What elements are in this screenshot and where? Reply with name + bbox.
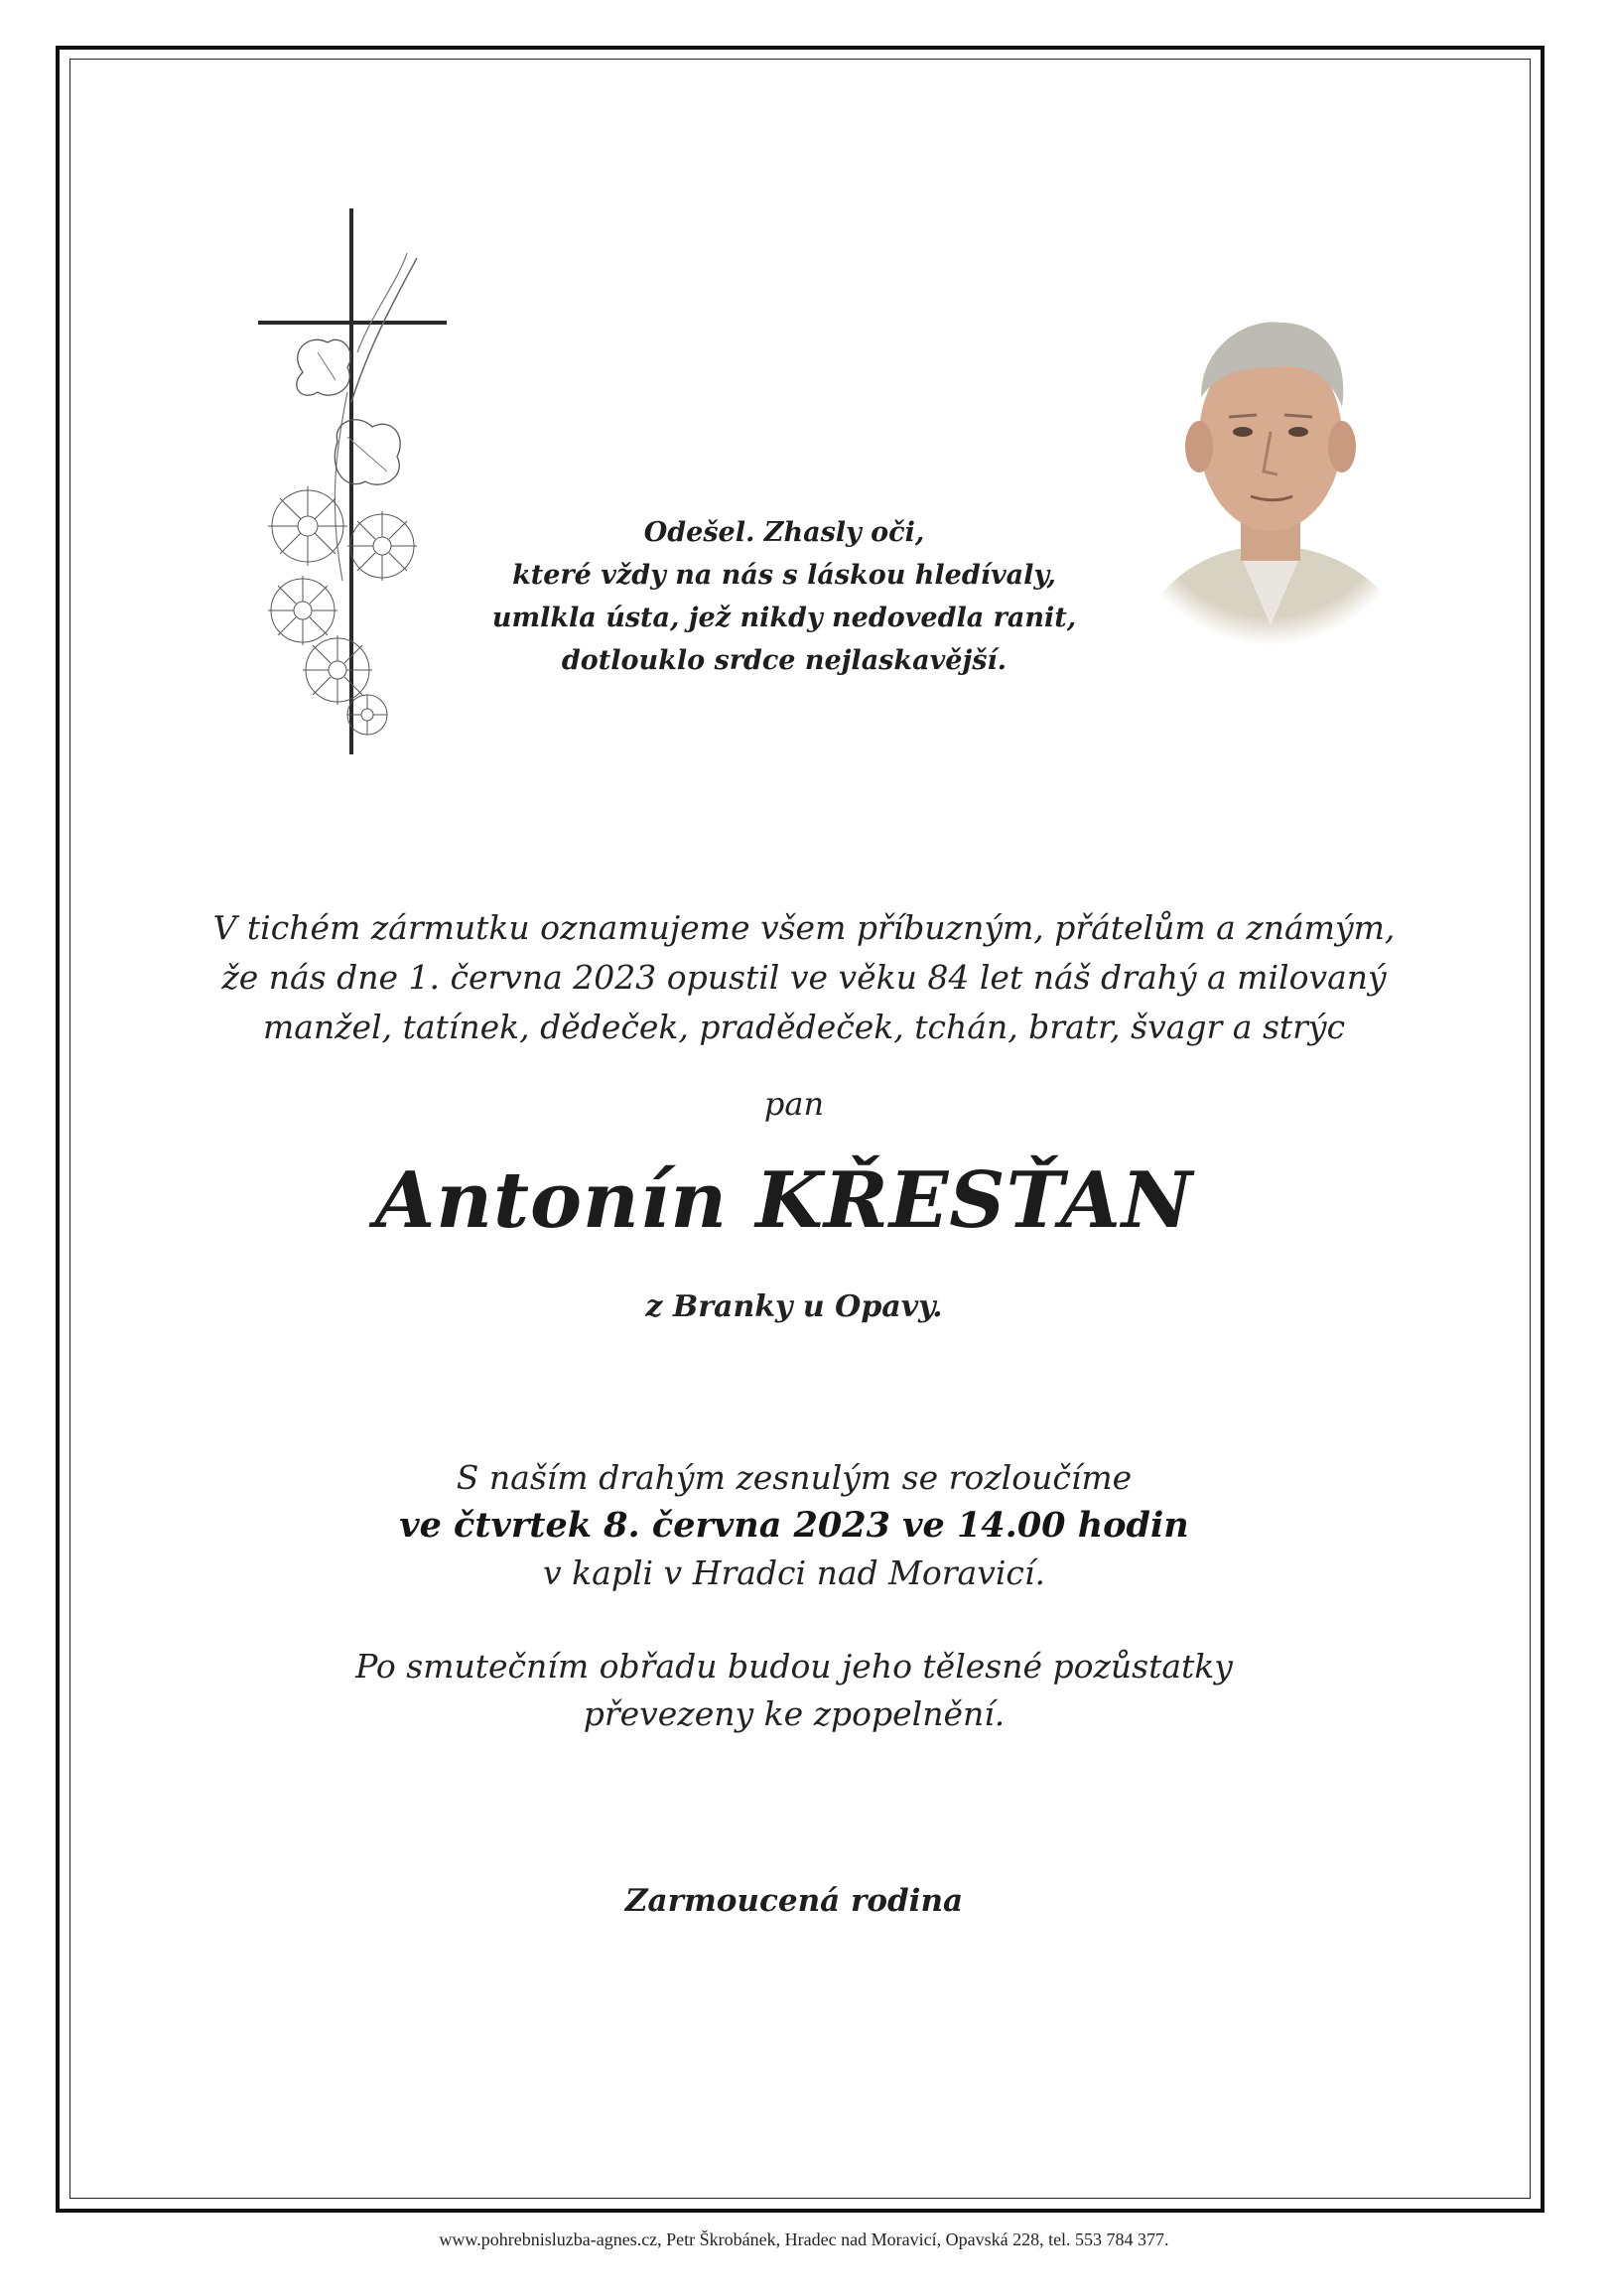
- portrait-photo: [1122, 298, 1419, 645]
- funeral-location: v kapli v Hradci nad Moravicí.: [543, 1553, 1045, 1592]
- announcement-text: [159, 903, 1449, 1052]
- announcement-line-3: manžel, tatínek, dědeček, pradědeček, tchán, bratr, švagr a strýc: [262, 1008, 1346, 1046]
- origin-place: z Branky u Opavy.: [645, 1289, 943, 1324]
- announcement-line-2: že nás dne 1. června 2023 opustil ve věku 84 let náš drahý a milovaný: [221, 958, 1387, 997]
- poem-line-3: umlkla ústa, jež nikdy nedovedla ranit,: [491, 603, 1077, 633]
- poem-line-1: Odešel. Zhasly oči,: [643, 517, 925, 548]
- cremation-note: [298, 1643, 1290, 1738]
- announcement-line-1: V tichém zármutku oznamujeme všem příbuzným, přátelům a známým,: [212, 908, 1396, 947]
- poem-line-2: které vždy na nás s láskou hledívaly,: [512, 560, 1056, 591]
- funeral-line-1: S naším drahým zesnulým se rozloučíme: [456, 1458, 1133, 1497]
- poem: [427, 511, 1142, 682]
- funeral-details: [298, 1454, 1290, 1597]
- funeral-date-time: ve čtvrtek 8. června 2023 ve 14.00 hodin: [399, 1505, 1189, 1546]
- honorific: pan: [763, 1085, 825, 1123]
- footer-contact: www.pohrebnisluzba-agnes.cz, Petr Škrobánek, Hradec nad Moravicí, Opavská 228, tel. 553 784 377.: [439, 2229, 1169, 2249]
- poem-line-4: dotlouklo srdce nejlaskavější.: [561, 645, 1008, 676]
- cremation-line-2: převezeny ke zpopelnění.: [583, 1694, 1006, 1733]
- signature: Zarmoucená rodina: [624, 1883, 964, 1919]
- cremation-line-1: Po smutečním obřadu budou jeho tělesné pozůstatky: [355, 1647, 1233, 1686]
- deceased-name: Antonín KŘESŤAN: [374, 1155, 1194, 1246]
